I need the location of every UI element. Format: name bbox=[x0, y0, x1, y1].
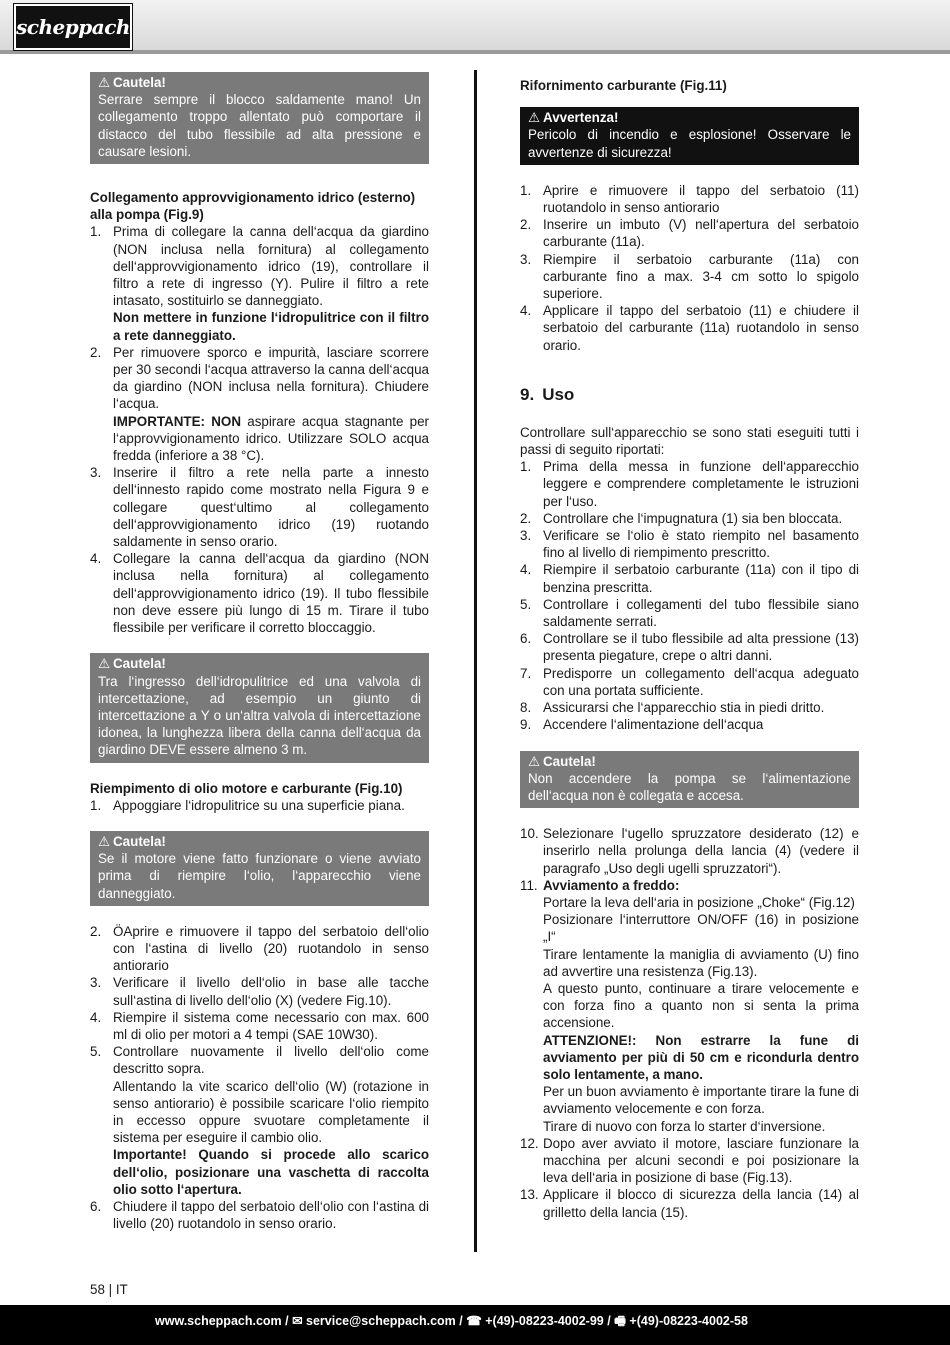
caution-text: Se il motore viene fatto funzionare o viene avviato prima di riempire l‘olio, l‘apparecchio viene danneggiato. bbox=[98, 851, 421, 901]
list-item: 2. Inserire un imbuto (V) nell‘apertura del serbatoio carburante (11a). bbox=[520, 217, 859, 250]
list-item: 3. Verificare il livello dell‘olio in base alle tacche sull‘astina di livello dell‘olio (X) (vedere Fig.10). bbox=[90, 975, 429, 1008]
warning-title: Avvertenza! bbox=[543, 110, 619, 126]
right-column bbox=[520, 77, 859, 1221]
list-item: 7. Predisporre un collegamento dell‘acqua adeguato con una portata sufficiente. bbox=[520, 665, 859, 698]
list-item: 2. Controllare che l‘impugnatura (1) sia ben bloccata. bbox=[520, 510, 843, 526]
warning-text: Pericolo di incendio e esplosione! Osservare le avvertenze di sicurezza! bbox=[528, 127, 851, 160]
caution-title: Cautela! bbox=[543, 753, 596, 769]
warning-icon: ⚠ bbox=[98, 75, 111, 90]
caution-text: Non accendere la pompa se l‘alimentazione dell‘acqua non è collegata e accesa. bbox=[528, 770, 851, 803]
left-column bbox=[90, 72, 429, 1232]
list-item: 1. Aprire e rimuovere il tappo del serbatoio (11) ruotandolo in senso antiorario bbox=[520, 182, 859, 216]
caution-box bbox=[90, 72, 429, 164]
warning-icon: ⚠ bbox=[528, 110, 541, 126]
caution-title: Cautela! bbox=[113, 656, 166, 672]
scheppach-logo: scheppach bbox=[14, 4, 132, 50]
list-item: 4. Collegare la canna dell‘acqua da giardino (NON inclusa nella fornitura) al collegamento dell‘approvvigionamento idrico (19). Il tubo flessibile non deve essere più lungo di 15 m. Tirare il tubo flessibile per verificare il corretto bloccaggio. bbox=[90, 551, 429, 636]
list-item: 3. Verificare se l‘olio è stato riempito nel basamento fino al livello di riempimento prescritto. bbox=[520, 528, 859, 561]
section-intro: Controllare sull‘apparecchio se sono stati eseguiti tutti i passi di seguito riportati: bbox=[520, 424, 859, 458]
list-item: 4. Riempire il serbatoio carburante (11a) con il tipo di benzina prescritta. bbox=[520, 562, 859, 595]
startup-steps bbox=[520, 825, 859, 1221]
list-item: 6. Chiudere il tappo del serbatoio dell‘olio con l‘astina di livello (20) ruotandolo in senso orario. bbox=[90, 1198, 429, 1232]
list-item: 4. Applicare il tappo del serbatoio (11) e chiudere il serbatoio del carburante (11a) ruotandolo in senso orario. bbox=[520, 303, 859, 353]
list-item: 1. Prima della messa in funzione dell‘apparecchio leggere e comprendere completamente le istruzioni per l‘uso. bbox=[520, 459, 859, 509]
fuel-steps bbox=[520, 182, 859, 354]
list-item: 9. Accendere l‘alimentazione dell‘acqua bbox=[520, 717, 764, 733]
list-item: 2. ÖAprire e rimuovere il tappo del serbatoio dell‘olio con l‘astina di livello (20) ruotandolo in senso antiorario bbox=[90, 923, 429, 974]
language-code: IT bbox=[115, 1282, 128, 1297]
caution-title: Cautela! bbox=[113, 75, 166, 90]
caution-text: Tra l‘ingresso dell‘idropulitrice ed una valvola di intercettazione, ad esempio un giunto di intercettazione a Y o un‘altra valvola di intercettazione idonea, la lunghezza libera della canna dell‘acqua da giardino DEVE essere almeno 3 m. bbox=[98, 673, 421, 758]
list-item: 2. Per rimuovere sporco e impurità, lasciare scorrere per 30 secondi l‘acqua attraverso la canna dell‘acqua da giardino (NON inclusa nella fornitura). Chiudere l‘acqua. IMPORTANTE: NON aspirare acqua stagnante per l‘approvvigionamento idrico. Utilizzare SOLO acqua fredda (inferiore a 38 °C). bbox=[90, 344, 430, 464]
list-item: 8. Assicurarsi che l‘apparecchio stia in piedi dritto. bbox=[520, 700, 825, 716]
list-item: 3. Inserire il filtro a rete nella parte a innesto dell‘innesto rapido come mostrato nella Figura 9 e collegare quest‘ultimo al collegamento dell‘approvvigionamento idrico (19) ruotando saldamente in senso orario. bbox=[90, 465, 429, 550]
section-heading: Collegamento approvvigionamento idrico (esterno) alla pompa (Fig.9) bbox=[90, 190, 416, 223]
list-item: 6. Controllare se il tubo flessibile ad alta pressione (13) presenta piegature, crepe o altri danni. bbox=[520, 631, 859, 664]
section-heading: Rifornimento carburante (Fig.11) bbox=[520, 78, 727, 93]
column-divider bbox=[474, 70, 477, 1252]
section-heading: Riempimento di olio motore e carburante (Fig.10) bbox=[90, 780, 403, 796]
list-item: 1. Appoggiare l‘idropulitrice su una superficie piana. bbox=[90, 797, 405, 813]
list-item: 5. Controllare i collegamenti del tubo flessibile siano saldamente serrati. bbox=[520, 596, 859, 630]
warning-box bbox=[520, 107, 859, 165]
footer-contact: www.scheppach.com / ✉ service@scheppach.com / ☎ +(49)-08223-4002-99 / 🖷 +(49)-08223-4002-58 bbox=[155, 1314, 748, 1328]
warning-icon: ⚠ bbox=[98, 656, 111, 672]
caution-box bbox=[90, 831, 429, 906]
list-item: 10. Selezionare l‘ugello spruzzatore desiderato (12) e inserirlo nella prolunga della lancia (4) (vedere il paragrafo „Uso degli ugelli spruzzatori“). bbox=[520, 826, 859, 876]
caution-box bbox=[520, 751, 859, 809]
caution-text: Serrare sempre il blocco saldamente mano! Un collegamento troppo allentato può comportare il distacco del tubo flessibile ad alta pressione e causare lesioni. bbox=[98, 92, 421, 159]
warning-icon: ⚠ bbox=[528, 753, 541, 769]
oil-filling-steps bbox=[90, 797, 429, 814]
list-item: 5. Controllare nuovamente il livello dell‘olio come descritto sopra. Allentando la vite scarico dell‘olio (W) (rotazione in senso antiorario) è possibile scaricare l‘olio riempito in eccesso oppure svuotare completamente il sistema per eseguire il cambio olio. Importante! Quando si procede allo scarico dell‘olio, posizionare una vaschetta di raccolta olio sotto l‘apertura. bbox=[90, 1044, 429, 1197]
caution-title: Cautela! bbox=[113, 833, 166, 849]
oil-filling-steps-continued bbox=[90, 923, 429, 1233]
list-item: 13. Applicare il blocco di sicurezza della lancia (14) al grilletto della lancia (15). bbox=[520, 1187, 859, 1220]
list-item: 3. Riempire il serbatoio carburante (11a) con carburante fino a max. 3-4 cm sotto lo spigolo superiore. bbox=[520, 251, 859, 302]
list-item: 12. Dopo aver avviato il motore, lasciare funzionare la macchina per alcuni secondi e poi posizionare la leva dell‘aria in posizione di base (Fig.13). bbox=[520, 1135, 859, 1186]
list-item: 1. Prima di collegare la canna dell‘acqua da giardino (NON inclusa nella fornitura) al collegamento dell‘approvvigionamento idrico (19), controllare il filtro a rete di ingresso (Y). Pulire il filtro a rete intasato, sostituirlo se danneggiato. Non mettere in funzione l‘idropulitrice con il filtro a rete danneggiato. bbox=[90, 224, 429, 343]
page-header bbox=[0, 0, 950, 54]
list-item: 11. Avviamento a freddo: Portare la leva dell‘aria in posizione „Choke“ (Fig.12) Posizionare l‘interruttore ON/OFF (16) in posizione „I“ Tirare lentamente la maniglia di avviamento (U) fino ad avvertire una resistenza (Fig.13). A questo punto, continuare a tirare velocemente e con forza fino a quanto non si senta la prima accensione. ATTENZIONE!: Non estrarre la fune di avviamento per più di 50 cm e ricondurla dentro solo lentamente, a mano. Per un buon avviamento è importante tirare la fune di avviamento velocemente e con forza. Tirare di nuovo con forza lo starter d‘inversione. bbox=[520, 877, 859, 1134]
water-connection-steps bbox=[90, 223, 429, 636]
usage-checklist bbox=[520, 458, 859, 733]
page-number: 58 | IT bbox=[90, 1282, 128, 1297]
caution-box bbox=[90, 653, 429, 762]
section-title: 9. Uso bbox=[520, 384, 575, 404]
warning-icon: ⚠ bbox=[98, 833, 111, 849]
page-footer bbox=[0, 1305, 950, 1345]
list-item: 4. Riempire il sistema come necessario con max. 600 ml di olio per motori a 4 tempi (SAE 10W30). bbox=[90, 1009, 429, 1042]
